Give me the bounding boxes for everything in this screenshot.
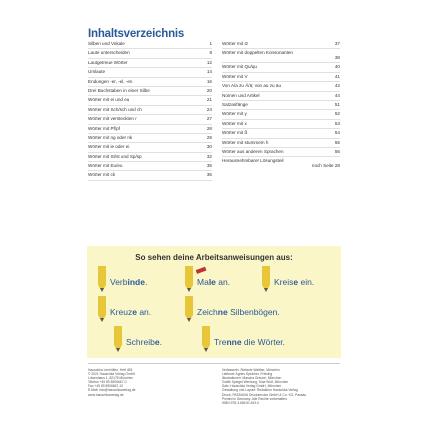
toc-entry-label: Wörter aus anderen Sprachen: [222, 148, 284, 154]
toc-entry-label: Wörter mit doppelten Konsonanten: [222, 50, 293, 56]
toc-entry-page: 21: [206, 97, 212, 103]
task-schreibe: Schreibe.: [126, 337, 162, 347]
toc-entry-label: Wörter mit ß: [222, 130, 248, 136]
toc-entry-page: 32: [206, 153, 212, 159]
toc-entry-page: 54: [334, 130, 340, 136]
imprint-line: E-Mail: info@hauschkaverlag.de: [88, 388, 136, 393]
imprint-line: Satz: Hauschka Verlag GmbH, München: [222, 384, 282, 389]
toc-entry-label: Wörter mit V: [222, 73, 248, 79]
toc-entry: [88, 78, 212, 87]
toc-entry-label: Wörter mit Eu/eu: [88, 163, 123, 169]
toc-entry: [222, 73, 340, 82]
toc-entry-page: 12: [206, 59, 212, 65]
toc-entry-label: Wörter mit x: [222, 120, 247, 126]
imprint-line: Hauschka Lernhilfen, Heft 453: [88, 368, 133, 372]
toc-entry-label: Wörter mit y: [222, 111, 247, 117]
toc-entry-label: Wörter mit ei und eu: [88, 97, 130, 103]
toc-entry-label: Lautgetreue Wörter: [88, 59, 128, 65]
toc-entry: [88, 125, 212, 134]
pencil-icon: [259, 266, 273, 292]
instructions-title: So sehen deine Arbeitsanweisungen aus:: [135, 253, 293, 262]
pencil-icon: [111, 326, 125, 352]
toc-entry: [88, 153, 212, 162]
toc-entry-page: 28: [206, 125, 212, 131]
toc-entry-label: Herausnehmbarer Lösungsteil: [222, 158, 284, 164]
imprint-line: Druck: PASSAVIA Druckservice GmbH & Co. KG, Passau: [222, 392, 307, 397]
pencil-icon: [95, 266, 109, 292]
toc-entry-page: 16: [206, 78, 212, 84]
instructions-panel: [87, 246, 341, 358]
toc-entry: [222, 157, 340, 170]
imprint-line: Lektorat: Agnes Speicher, Freising: [222, 372, 273, 377]
toc-entry-page: 51: [334, 101, 340, 107]
task-kreise-ein: Kreise ein.: [274, 277, 315, 287]
toc-entry: [88, 134, 212, 143]
pencil-icon: [199, 326, 213, 352]
toc-entry: [88, 49, 212, 58]
toc-entry-page: 55: [334, 139, 340, 145]
toc-entry-page: 36: [206, 172, 212, 178]
toc-entry-page: 8: [209, 50, 212, 56]
task-male-an: Male an.: [197, 277, 231, 287]
task-zeichne-silbenboegen: Zeichne Silbenbögen.: [197, 307, 280, 317]
toc-entry: [222, 82, 340, 91]
toc-entry-label: Wörter mit ng oder nk: [88, 134, 133, 140]
pencil-icon: [182, 296, 196, 322]
toc-entry: [88, 162, 212, 171]
toc-entry-label: Wörter mit tz: [222, 41, 249, 46]
toc-entry: [88, 87, 212, 96]
imprint-line: www.hauschkaverlag.de: [88, 392, 124, 397]
toc-entry-page: 20: [206, 87, 212, 93]
imprint-line: Verfasserin: Stefanie Walther, München: [222, 368, 280, 372]
toc-entry-page: 52: [334, 111, 340, 117]
toc-entry-label: Laute unterscheiden: [88, 50, 130, 56]
toc-entry-page: 24: [206, 106, 212, 112]
imprint-publisher: [88, 368, 168, 397]
imprint-line: Telefon +49 89 8906667-0: [88, 380, 127, 385]
toc-entry: [88, 115, 212, 124]
toc-entry-page: 40: [334, 64, 340, 70]
toc-entry-page: noch Seite 28: [311, 163, 340, 169]
toc-entry-page: 35: [206, 163, 212, 169]
toc-entry: [88, 96, 212, 105]
toc-entry-label: Endungen -er, -el, -en: [88, 78, 133, 84]
toc-entry: [88, 143, 212, 152]
toc-entry-page: 44: [334, 92, 340, 98]
toc-entry: [222, 148, 340, 157]
toc-entry-label: Wörter mit ck: [88, 172, 116, 178]
toc-entry: [222, 139, 340, 148]
toc-entry: [222, 40, 340, 49]
toc-entry-label: Wörter mit Pf/pf: [88, 125, 120, 131]
toc-entry-page: 56: [334, 148, 340, 154]
imprint-line: © 2021 Hauschka Verlag GmbH: [88, 372, 135, 377]
toc-entry-page: 53: [334, 120, 340, 126]
toc-entry: [222, 129, 340, 138]
imprint-line: Gestaltung und Layout: Redaktion Hauschka Verlag: [222, 388, 298, 393]
toc-entry-label: Wörter mit stummem h: [222, 139, 269, 145]
toc-entry: [222, 49, 340, 63]
task-trenne-die-woerter: Trenne die Wörter.: [214, 337, 286, 347]
brush-icon: [195, 264, 209, 276]
toc-entry-label: Wörter mit St/st und Sp/sp: [88, 153, 142, 159]
toc-entry-page: 42: [334, 83, 340, 89]
toc-entry: [222, 110, 340, 119]
toc-entry-page: 14: [206, 69, 212, 75]
toc-entry: [222, 92, 340, 101]
toc-entry-label: Nomen und Artikel: [222, 92, 260, 98]
imprint-line: ISBN 978-3-88100-453-0: [222, 400, 259, 405]
task-verbinde: Verbinde.: [110, 277, 148, 287]
toc-entry-label: Silben und Vokale: [88, 41, 125, 46]
toc-entry-page: 29: [206, 134, 212, 140]
toc-entry-page: 1: [209, 41, 212, 46]
toc-entry-label: Wörter mit Sch/sch und ch: [88, 106, 142, 112]
imprint-line: Illustrationen: Mascha Greune, München: [222, 376, 282, 381]
toc-entry: [88, 40, 212, 49]
toc-entry-label: Wörter mit ie oder ei: [88, 144, 130, 150]
imprint-line: Fax +49 89 8906667-10: [88, 384, 124, 389]
toc-entry: [88, 106, 212, 115]
toc-entry: [222, 63, 340, 72]
toc-right-column: [222, 40, 340, 170]
toc-entry-page: 37: [334, 41, 340, 46]
pencil-icon: [182, 266, 196, 292]
imprint-line: Löwenhaus 1, 82178 München: [88, 376, 134, 381]
page-title: Inhaltsverzeichnis: [88, 28, 185, 40]
toc-entry-page: 41: [334, 73, 340, 79]
task-kreuze-an: Kreuze an.: [110, 307, 152, 317]
toc-entry: [88, 171, 212, 180]
imprint-line: Grafik Spiegel Werbung, Sina Wolf, München: [222, 380, 289, 385]
toc-entry-label: Drei Buchstaben in einer Silbe: [88, 87, 150, 93]
divider: [88, 363, 340, 364]
toc-entry: [88, 68, 212, 77]
toc-entry: [222, 101, 340, 110]
toc-entry-label: Von A/a zu Ä/ä; von au zu äu: [222, 83, 281, 89]
toc-entry-page: 27: [206, 116, 212, 122]
toc-entry-label: Wörter mit versteckten r: [88, 116, 137, 122]
toc-entry-page: 38: [334, 55, 340, 61]
toc-entry-label: Umlaute: [88, 69, 106, 75]
toc-entry-label: Satzanfänge: [222, 101, 248, 107]
toc-entry: [88, 59, 212, 68]
pencil-icon: [95, 296, 109, 322]
toc-entry-page: 30: [206, 144, 212, 150]
imprint-credits: [222, 368, 340, 405]
toc-left-column: [88, 40, 212, 181]
toc-entry-label: Wörter mit Qu/qu: [222, 64, 257, 70]
imprint-line: Printed in Germany. Alle Rechte vorbehalten.: [222, 396, 288, 401]
toc-entry: [222, 120, 340, 129]
